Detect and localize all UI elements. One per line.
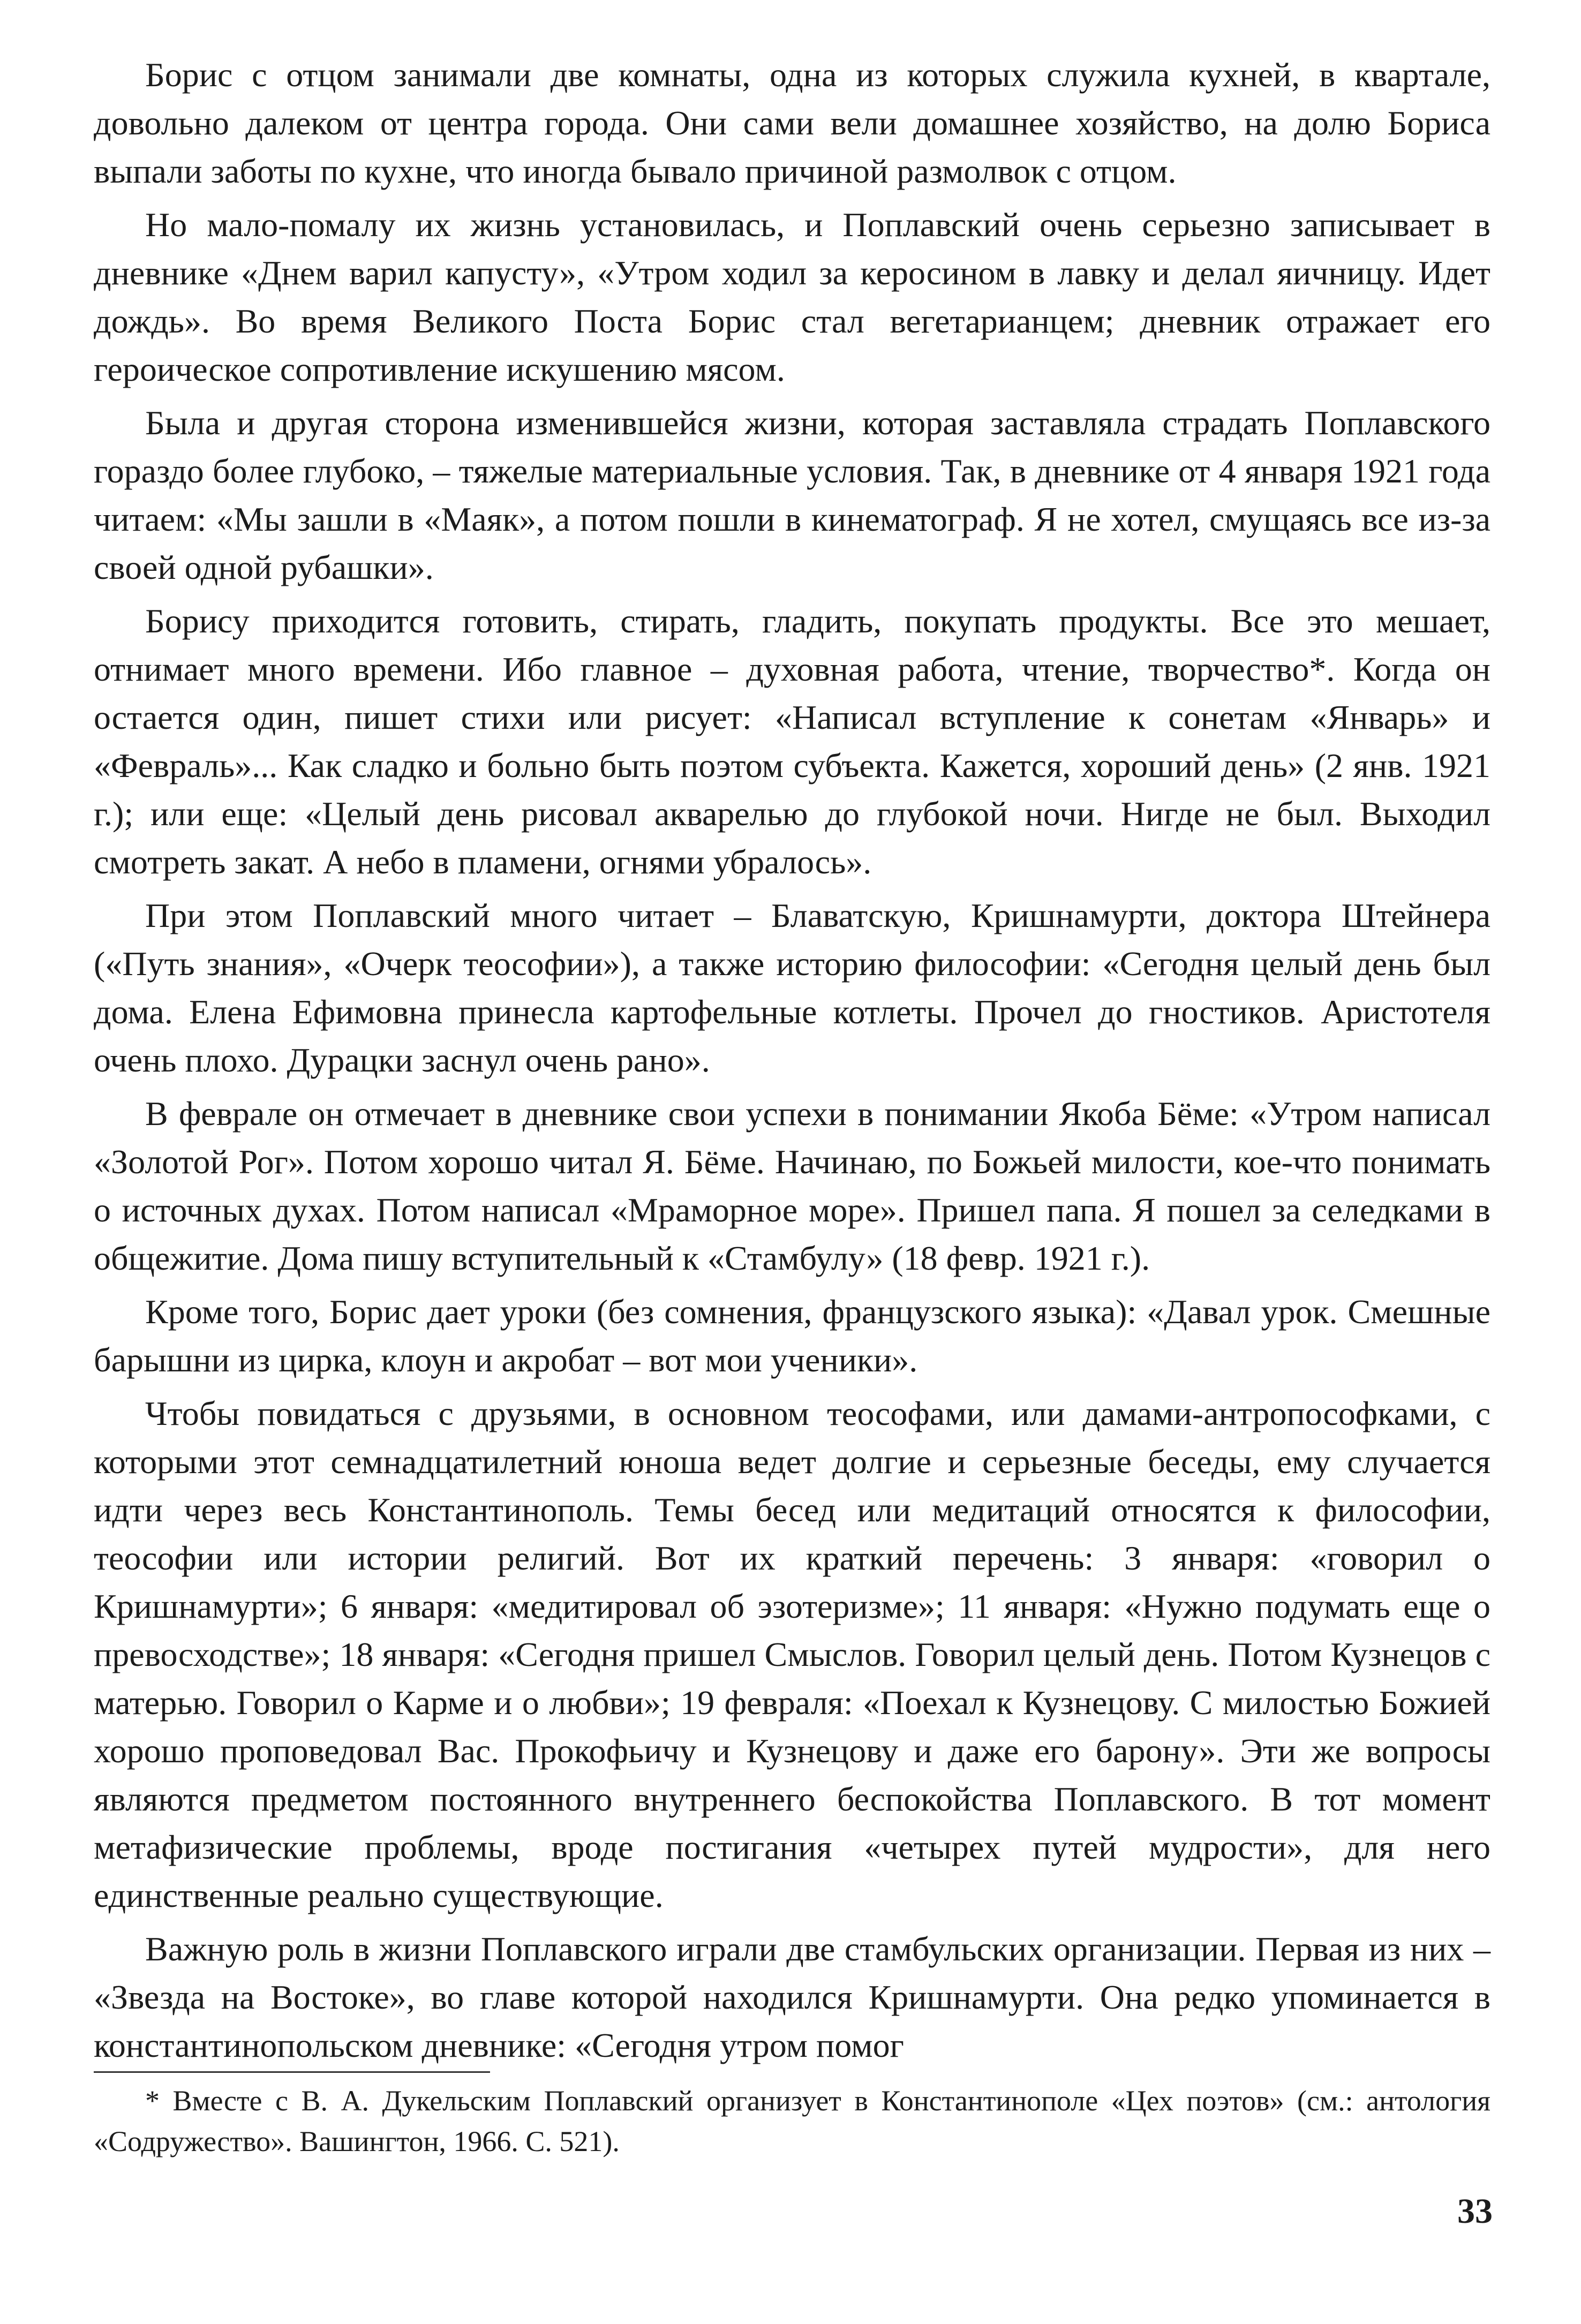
paragraph-6: В феврале он отмечает в дневнике свои успехи в понимании Якоба Бёме: «Утром написал «Золотой Рог». Потом хорошо читал Я. Бёме. Начинаю, по Божьей милости, кое-что понимать о источных духах. Потом написал «Мраморное море». Пришел папа. Я пошел за селедками в общежитие. Дома пишу вступительный к «Стамбулу» (18 февр. 1921 г.). xyxy=(94,1095,1490,1277)
paragraph-9: Важную роль в жизни Поплавского играли две стамбульских организации. Первая из них – «Звезда на Востоке», во главе которой находился Кришнамурти. Она редко упоминается в константинопольском дневнике: «Сегодня утром помог xyxy=(94,1930,1490,2064)
footnote: * Вместе с В. А. Дукельским Поплавский организует в Константинополе «Цех поэтов» (см.: антология «Содружество». Вашингтон, 1966. С. 521). xyxy=(94,2085,1490,2157)
paragraph-4: Борису приходится готовить, стирать, гладить, покупать продукты. Все это мешает, отнимает много времени. Ибо главное – духовная работа, чтение, творчество*. Когда он остается один, пишет стихи или рисует: «Написал вступление к сонетам «Январь» и «Февраль»... Как сладко и больно быть поэтом субъекта. Кажется, хороший день» (2 янв. 1921 г.); или еще: «Целый день рисовал акварелью до глубокой ночи. Нигде не был. Выходил смотреть закат. А небо в пламени, огнями убралось». xyxy=(94,602,1490,881)
paragraph-8: Чтобы повидаться с друзьями, в основном теософами, или дамами-антропософками, с которыми этот семнадцатилетний юноша ведет долгие и серьезные беседы, ему случается идти через весь Константинополь. Темы бесед или медитаций относятся к философии, теософии или истории религий. Вот их краткий перечень: 3 января: «говорил о Кришнамурти»; 6 января: «медитировал об эзотеризме»; 11 января: «Нужно подумать еще о превосходстве»; 18 января: «Сегодня пришел Смыслов. Говорил целый день. Потом Кузнецов с матерью. Говорил о Карме и о любви»; 19 февраля: «Поехал к Кузнецову. С милостью Божией хорошо проповедовал Вас. Прокофьичу и Кузнецову и даже его барону». Эти же вопросы являются предметом постоянного внутреннего беспокойства Поплавского. В тот момент метафизические проблемы, вроде постигания «четырех путей мудрости», для него единственные реально существующие. xyxy=(94,1394,1490,1914)
footnote-divider xyxy=(94,2071,490,2073)
paragraph-3: Была и другая сторона изменившейся жизни, которая заставляла страдать Поплавского гораздо более глубоко, – тяжелые материальные условия. Так, в дневнике от 4 января 1921 года читаем: «Мы зашли в «Маяк», а потом пошли в кинематограф. Я не хотел, смущаясь все из-за своей одной рубашки». xyxy=(94,404,1490,586)
page-body xyxy=(94,51,1490,2075)
paragraph-2: Но мало-помалу их жизнь установилась, и Поплавский очень серьезно записывает в дневнике «Днем варил капусту», «Утром ходил за керосином в лавку и делал яичницу. Идет дождь». Во время Великого Поста Борис стал вегетарианцем; дневник отражает его героическое сопротивление искушению мясом. xyxy=(94,206,1490,388)
paragraph-1: Борис с отцом занимали две комнаты, одна из которых служила кухней, в квартале, довольно далеком от центра города. Они сами вели домашнее хозяйство, на долю Бориса выпали заботы по кухне, что иногда бывало причиной размолвок с отцом. xyxy=(94,56,1490,190)
paragraph-5: При этом Поплавский много читает – Блаватскую, Кришнамурти, доктора Штейнера («Путь знания», «Очерк теософии»), а также историю философии: «Сегодня целый день был дома. Елена Ефимовна принесла картофельные котлеты. Прочел до гностиков. Аристотеля очень плохо. Дурацки заснул очень рано». xyxy=(94,896,1490,1079)
page-number: 33 xyxy=(1457,2192,1493,2231)
paragraph-7: Кроме того, Борис дает уроки (без сомнения, французского языка): «Давал урок. Смешные барышни из цирка, клоун и акробат – вот мои ученики». xyxy=(94,1293,1490,1379)
